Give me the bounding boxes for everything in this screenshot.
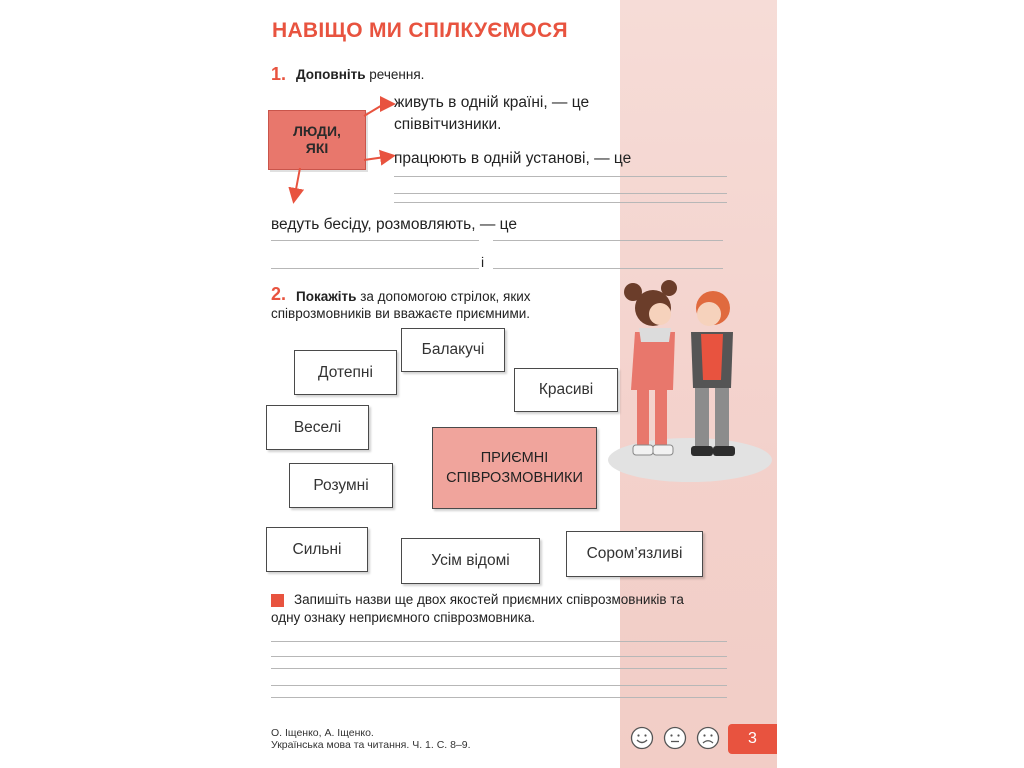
word-box-smart[interactable]: Розумні <box>289 463 393 508</box>
word-box-beautiful[interactable]: Красиві <box>514 368 618 412</box>
people-who-box <box>268 110 366 170</box>
task2-instruction-line1 <box>296 289 531 304</box>
word-box-talkative[interactable]: Балакучі <box>401 328 505 372</box>
pleasant-speakers-box[interactable] <box>432 427 597 509</box>
answer-line[interactable] <box>271 668 727 669</box>
whispering-kids-illustration <box>605 270 775 490</box>
task1-number: 1. <box>271 64 287 84</box>
sad-face-icon[interactable] <box>696 726 720 750</box>
footer-line1: О. Іщенко, А. Іщенко. <box>271 727 374 739</box>
branch1-line2: співвітчизники. <box>394 116 502 133</box>
answer-line[interactable] <box>271 268 479 269</box>
page-title: НАВІЩО МИ СПІЛКУЄМОСЯ <box>272 19 568 42</box>
task3-instruction-line2: одну ознаку неприємного співрозмовника. <box>271 610 536 625</box>
conjunction: і <box>481 254 485 270</box>
task2-instruction-line2: співрозмовників ви вважаєте приємними. <box>271 306 531 321</box>
task2-instruction-rest: за допомогою стрілок, яких <box>356 289 531 304</box>
word-box-cheerful[interactable]: Веселі <box>266 405 369 450</box>
branch2-text: працюють в одній установі, — це <box>394 150 632 167</box>
task2-number: 2. <box>271 284 287 304</box>
branch1-line1: живуть в одній країні, — це <box>394 94 590 111</box>
task1-instruction-rest: речення. <box>365 67 425 82</box>
task3-marker-icon <box>271 594 284 607</box>
word-box-strong[interactable]: Сильні <box>266 527 368 572</box>
pleasant-speakers-line2: СПІВРОЗМОВНИКИ <box>446 470 583 486</box>
task1-instruction <box>296 67 424 82</box>
people-who-box-line1: ЛЮДИ, <box>293 123 341 139</box>
people-who-box-line2: ЯКІ <box>305 140 329 156</box>
footer-reference <box>271 727 471 751</box>
answer-line[interactable] <box>394 193 727 194</box>
answer-line[interactable] <box>271 656 727 657</box>
answer-line[interactable] <box>394 202 727 203</box>
neutral-face-icon[interactable] <box>663 726 687 750</box>
footer-line2: Українська мова та читання. Ч. 1. С. 8–9. <box>271 739 471 751</box>
word-box-famous[interactable]: Усім відомі <box>401 538 540 584</box>
pleasant-speakers-line1: ПРИЄМНІ <box>480 450 549 466</box>
branch3-text: ведуть бесіду, розмовляють, — це <box>271 216 517 233</box>
answer-line[interactable] <box>394 176 727 177</box>
answer-line[interactable] <box>493 268 723 269</box>
answer-line[interactable] <box>271 641 727 642</box>
answer-line[interactable] <box>271 240 479 241</box>
happy-face-icon[interactable] <box>630 726 654 750</box>
word-box-witty[interactable]: Дотепні <box>294 350 397 395</box>
answer-line[interactable] <box>493 240 723 241</box>
word-box-shy[interactable]: Сором’язливі <box>566 531 703 577</box>
task2-instruction-bold: Покажіть <box>296 289 357 304</box>
answer-line[interactable] <box>271 685 727 686</box>
task3-instruction-line1: Запишіть назви ще двох якостей приємних співрозмовників та <box>294 592 684 607</box>
page-number: 3 <box>728 724 777 754</box>
task1-instruction-bold: Доповніть <box>296 67 366 82</box>
answer-line[interactable] <box>271 697 727 698</box>
